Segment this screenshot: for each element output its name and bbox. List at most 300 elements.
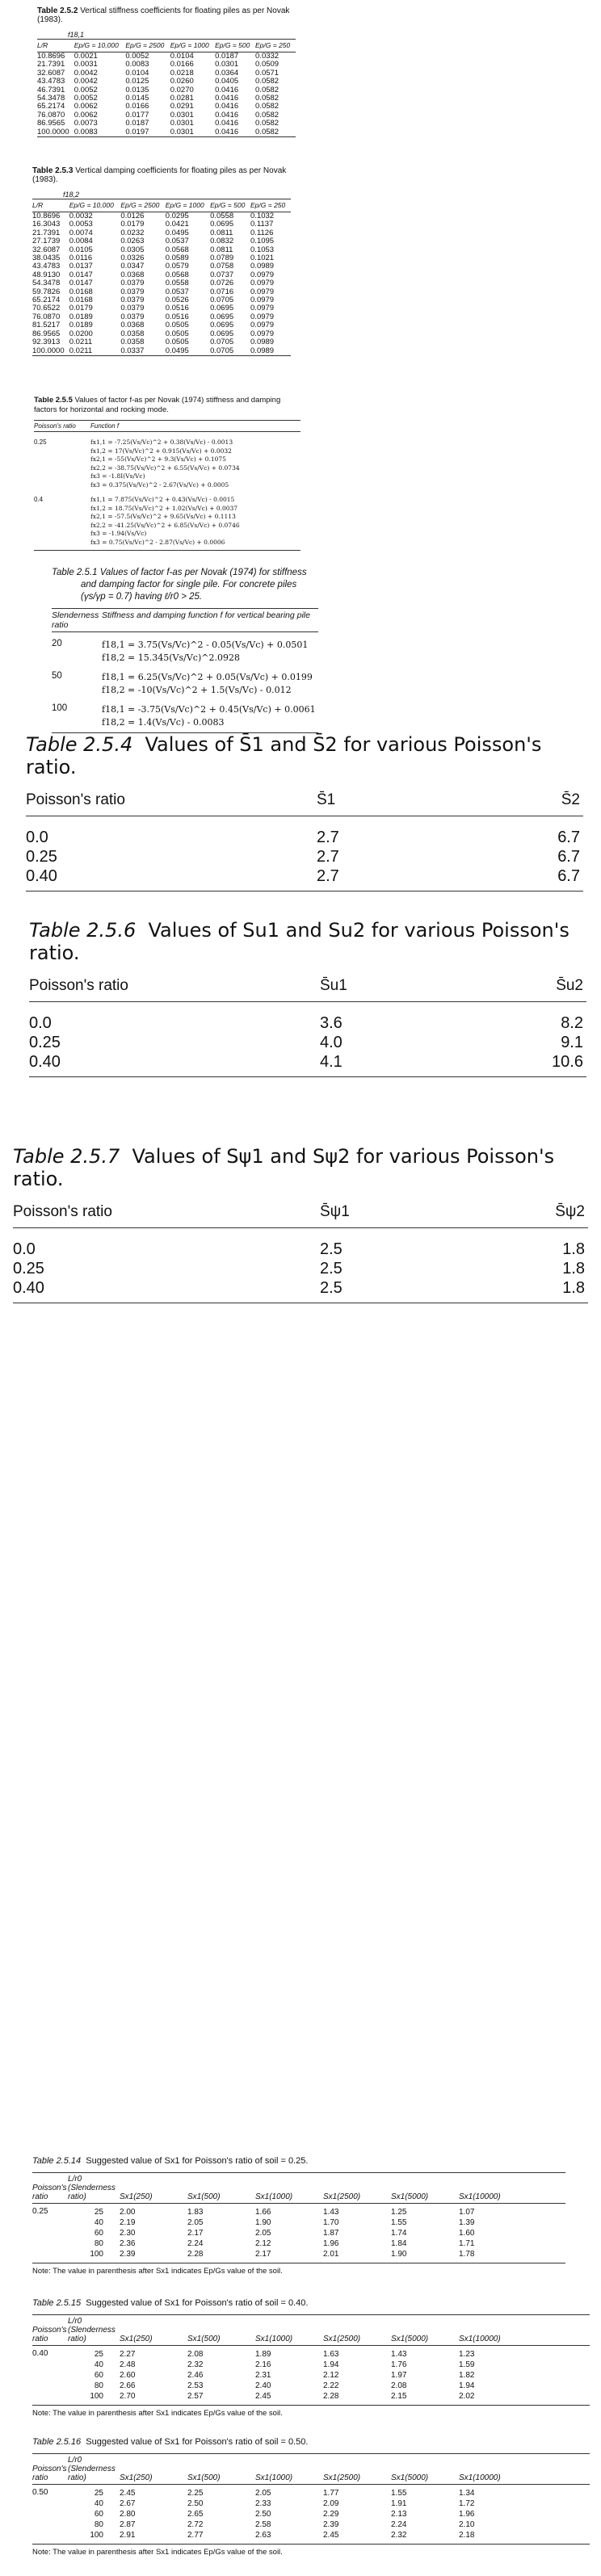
table-cell: 0.0189 — [69, 312, 93, 321]
table-cell: 0.0571 — [255, 68, 279, 78]
table-cell: 25 — [94, 2350, 103, 2359]
table-cell: 0.1137 — [250, 220, 274, 229]
table-row — [34, 438, 300, 489]
column-header: Sx1(10000) — [459, 2473, 501, 2482]
table-row — [68, 2498, 527, 2509]
equation: f18,1 = 6.25(Vs/Vc)^2 + 0.05(Vs/Vc) + 0.0199 — [102, 672, 313, 682]
table-cell: 0.0364 — [215, 68, 239, 78]
column-header: Sx1(5000) — [391, 2335, 429, 2343]
table-row — [52, 703, 318, 729]
table-cell: 0.0326 — [120, 254, 145, 263]
column-header: L/R — [37, 41, 48, 49]
column-header: L/r0 (Slenderness ratio) — [68, 2175, 116, 2201]
table-cell: 0.0218 — [170, 68, 194, 78]
table-cell: 0.0166 — [125, 102, 149, 111]
table-cell: 1.34 — [459, 2489, 475, 2498]
column-header: Sx1(1000) — [255, 2192, 293, 2201]
table-cell: 0.0568 — [165, 270, 189, 279]
table-cell: 60 — [94, 2371, 103, 2380]
table-cell: 1.63 — [323, 2350, 339, 2359]
table-cell: 92.3913 — [32, 338, 61, 347]
table-cell: 0.0979 — [250, 304, 275, 313]
table-cell: 0.0177 — [125, 110, 149, 120]
table-cell: 0.0582 — [255, 85, 279, 94]
table-cell: 2.28 — [187, 2250, 204, 2259]
equation: fx3 = 0.375(Vs/Vc)^2 - 2.67(Vs/Vc) + 0.0005 — [90, 480, 229, 489]
table-cell: 1.8 — [562, 1240, 585, 1258]
table-cell: 0.0179 — [120, 220, 145, 229]
column-header: L/R — [32, 201, 44, 209]
column-header: Sx1(500) — [187, 2335, 221, 2343]
row-label: 0.40 — [32, 2349, 48, 2358]
table-row — [26, 847, 583, 866]
table-cell: 0.0989 — [250, 338, 275, 347]
table-cell: 2.05 — [255, 2489, 271, 2498]
table-cell: 2.32 — [391, 2531, 407, 2540]
table-cell: 2.17 — [255, 2250, 271, 2259]
table-cell: 2.5 — [320, 1260, 343, 1278]
table-cell: 0.0582 — [255, 110, 279, 120]
table-cell: 32.6087 — [32, 245, 61, 254]
table-cell: 2.13 — [391, 2510, 407, 2519]
table-cell: 0.0042 — [74, 68, 98, 78]
table-cell: 2.91 — [120, 2531, 136, 2540]
table-cell: 59.7826 — [32, 287, 61, 296]
table-cell: 76.0870 — [37, 110, 65, 120]
table-cell: 2.15 — [391, 2392, 407, 2401]
table-cell: 0.0379 — [120, 287, 145, 296]
table-row — [68, 2360, 527, 2370]
equation: fx2,2 = -41.25(Vs/Vc)^2 + 6.85(Vs/Vc) + 0.0746 — [90, 521, 240, 529]
table-cell: 2.31 — [255, 2371, 271, 2380]
table-cell: 0.0305 — [120, 245, 145, 254]
table-cell: 1.8 — [562, 1260, 585, 1278]
table-caption: Table 2.5.14 Suggested value of Sx1 for Poisson's ratio of soil = 0.25. — [32, 2156, 309, 2166]
column-header: Sx1(2500) — [323, 2473, 361, 2482]
table-cell: 0.0568 — [165, 245, 189, 254]
table-cell: 2.60 — [120, 2371, 136, 2380]
table-cell: 65.2174 — [37, 102, 65, 111]
table-cell: 0.0104 — [170, 52, 194, 61]
table-cell: 0.40 — [13, 1279, 44, 1297]
table-cell: 100.0000 — [37, 127, 69, 136]
table-row — [29, 1013, 586, 1033]
table-cell: 2.08 — [391, 2381, 407, 2390]
table-cell: 0.0579 — [165, 262, 189, 271]
table-cell: 2.09 — [323, 2499, 339, 2508]
row-label: 100 — [52, 703, 68, 713]
column-header: Sx1(5000) — [391, 2192, 429, 2201]
column-header: Poisson's ratio — [32, 2326, 67, 2343]
table-cell: 1.59 — [459, 2360, 475, 2369]
table-cell: 0.0989 — [250, 346, 275, 355]
table-cell: 1.8 — [562, 1279, 585, 1297]
column-header: Ep/G = 250 — [255, 41, 291, 49]
column-header: S̄ψ1 — [320, 1203, 350, 1220]
table-cell: 80 — [94, 2239, 103, 2248]
column-header: Function f — [90, 422, 120, 430]
table-cell: 1.89 — [255, 2350, 271, 2359]
table-cell: 0.25 — [29, 1034, 61, 1051]
table-cell: 2.25 — [187, 2489, 204, 2498]
column-header: Stiffness and damping function f for vertical bearing pile — [102, 610, 310, 620]
table-cell: 0.0 — [13, 1240, 36, 1258]
table-cell: 3.6 — [320, 1014, 343, 1032]
table-cell: 21.7391 — [37, 60, 65, 69]
table-cell: 0.0166 — [170, 60, 194, 69]
table-row — [13, 1278, 588, 1298]
table-cell: 81.5217 — [32, 321, 61, 330]
table-cell: 1.55 — [391, 2218, 407, 2227]
table-cell: 0.0979 — [250, 287, 275, 296]
table-cell: 2.53 — [187, 2381, 204, 2390]
table-cell: 2.57 — [187, 2392, 204, 2401]
table-cell: 0.0758 — [210, 262, 234, 271]
column-header: Ep/G = 2500 — [120, 201, 160, 209]
column-header: Slenderness ratio — [52, 610, 99, 630]
table-cell: 40 — [94, 2360, 103, 2369]
table-row — [68, 2370, 527, 2381]
table-cell: 40 — [94, 2218, 103, 2227]
table-cell: 1.72 — [459, 2499, 475, 2508]
table-row — [32, 347, 291, 356]
table-caption: Table 2.5.2 Vertical stiffness coefficients for floating piles as per Novak (1983). — [37, 6, 290, 24]
table-cell: 0.0526 — [165, 296, 189, 305]
row-label: 50 — [52, 671, 62, 681]
table-cell: 0.0582 — [255, 102, 279, 111]
table-cell: 1.74 — [391, 2229, 407, 2238]
equation: fx2,1 = -57.5(Vs/Vc)^2 + 9.65(Vs/Vc) + 0.1113 — [90, 513, 236, 520]
column-header: S̄2 — [561, 791, 580, 808]
table-cell: 1.90 — [255, 2218, 271, 2227]
table-cell: 40 — [94, 2499, 103, 2508]
column-header: Ep/G = 500 — [210, 201, 246, 209]
table-cell: 100 — [90, 2250, 103, 2259]
column-header: Sx1(10000) — [459, 2192, 501, 2201]
table-cell: 2.77 — [187, 2531, 204, 2540]
table-cell: 0.0705 — [210, 296, 234, 305]
table-cell: 76.0870 — [32, 312, 61, 321]
table-cell: 0.0416 — [215, 127, 239, 136]
table-cell: 60 — [94, 2510, 103, 2519]
table-cell: 0.0295 — [165, 212, 189, 220]
table-cell: 0.0368 — [120, 270, 145, 279]
equation: f18,2 = 1.4(Vs/Vc) - 0.0083 — [102, 717, 225, 728]
table-cell: 0.0084 — [69, 237, 93, 246]
table-cell: 80 — [94, 2520, 103, 2529]
table-cell: 4.1 — [320, 1053, 343, 1071]
table-cell: 27.1739 — [32, 237, 61, 246]
table-cell: 1.76 — [391, 2360, 407, 2369]
table-cell: 0.0516 — [165, 312, 189, 321]
table-caption: Table 2.5.5 Values of factor f-as per Novak (1974) stiffness and damping factors for horizontal and rocking mode. — [34, 396, 281, 414]
table-cell: 10.8696 — [37, 52, 65, 61]
equation: fx1,2 = 18.75(Vs/Vc)^2 + 1.02(Vs/Vc) + 0.0037 — [90, 504, 238, 512]
table-cell: 0.0232 — [120, 228, 145, 237]
table-cell: 1.78 — [459, 2250, 475, 2259]
table-cell: 54.3478 — [37, 94, 65, 103]
equation: f18,2 = 15.345(Vs/Vc)^2.0928 — [102, 652, 240, 663]
table-row — [68, 2249, 527, 2259]
table-cell: 0.0052 — [74, 85, 98, 94]
table-cell: 0.0189 — [69, 321, 93, 330]
table-cell: 0.0053 — [69, 220, 93, 229]
table-2-5-5 — [34, 396, 300, 551]
table-cell: 2.18 — [459, 2531, 475, 2540]
column-header: Sx1(1000) — [255, 2473, 293, 2482]
table-2-5-6 — [29, 919, 586, 1077]
row-label: 20 — [52, 639, 62, 648]
table-cell: 0.0 — [29, 1014, 52, 1032]
table-cell: 0.0337 — [120, 346, 145, 355]
table-cell: 0.0105 — [69, 245, 93, 254]
table-row — [32, 338, 291, 346]
table-cell: 2.24 — [391, 2520, 407, 2529]
table-cell: 0.0147 — [69, 270, 93, 279]
table-cell: 0.0537 — [165, 287, 189, 296]
equation: f18,2 = -10(Vs/Vc)^2 + 1.5(Vs/Vc) - 0.012 — [102, 685, 292, 695]
table-cell: 0.0347 — [120, 262, 145, 271]
table-cell: 2.72 — [187, 2520, 204, 2529]
equation: f18,1 = 3.75(Vs/Vc)^2 - 0.05(Vs/Vc) + 0.0501 — [102, 640, 309, 650]
column-header: Ep/G = 250 — [250, 201, 286, 209]
column-header: Sx1(500) — [187, 2192, 221, 2201]
table-cell: 0.0179 — [69, 304, 93, 313]
table-cell: 10.8696 — [32, 212, 61, 220]
table-row — [68, 2349, 527, 2360]
table-cell: 60 — [94, 2229, 103, 2238]
table-cell: 1.87 — [323, 2229, 339, 2238]
table-cell: 0.0832 — [210, 237, 234, 246]
table-cell: 2.45 — [120, 2489, 136, 2498]
table-row — [13, 1240, 588, 1259]
table-cell: 0.0358 — [120, 338, 145, 347]
column-header: Sx1(250) — [120, 2473, 153, 2482]
table-cell: 0.0332 — [255, 52, 279, 61]
column-header: Poisson's ratio — [32, 2465, 67, 2482]
table-cell: 2.12 — [323, 2371, 339, 2380]
equation: fx1,2 = 17(Vs/Vc)^2 + 0.915(Vs/Vc) + 0.0032 — [90, 447, 232, 455]
equation: fx1,1 = 7.875(Vs/Vc)^2 + 0.43(Vs/Vc) - 0.0015 — [90, 496, 235, 503]
column-header: Sx1(250) — [120, 2192, 153, 2201]
table-cell: 0.0379 — [120, 296, 145, 305]
table-cell: 2.10 — [459, 2520, 475, 2529]
table-cell: 48.9130 — [32, 270, 61, 279]
table-cell: 0.0979 — [250, 279, 275, 288]
table-cell: 0.0979 — [250, 296, 275, 305]
table-caption: Table 2.5.6 Values of Su1 and Su2 for various Poisson's ratio. — [29, 919, 569, 964]
table-cell: 0.0416 — [215, 102, 239, 111]
column-header: S̄u1 — [320, 977, 347, 994]
table-cell: 0.0062 — [74, 110, 98, 120]
table-cell: 1.43 — [323, 2208, 339, 2217]
table-cell: 0.0104 — [125, 68, 149, 78]
table-cell: 0.0021 — [74, 52, 98, 61]
table-cell: 4.0 — [320, 1034, 343, 1051]
table-cell: 0.0291 — [170, 102, 194, 111]
table-cell: 0.0074 — [69, 228, 93, 237]
table-cell: 0.0379 — [120, 279, 145, 288]
table-cell: 0.0187 — [125, 119, 149, 128]
table-cell: 2.7 — [317, 848, 339, 866]
table-2-5-7 — [13, 1145, 588, 1303]
table-cell: 0.0358 — [120, 329, 145, 338]
table-cell: 0.0695 — [210, 304, 234, 313]
table-cell: 86.9565 — [37, 119, 65, 128]
table-cell: 2.05 — [255, 2229, 271, 2238]
table-cell: 0.0979 — [250, 270, 275, 279]
table-cell: 0.0789 — [210, 254, 234, 263]
table-cell: 0.0147 — [69, 279, 93, 288]
column-header: Ep/G = 10,000 — [69, 201, 114, 209]
table-cell: 10.6 — [552, 1053, 583, 1071]
table-cell: 0.0811 — [210, 228, 233, 237]
table-cell: 0.0168 — [69, 287, 93, 296]
table-cell: 0.0979 — [250, 312, 275, 321]
column-header: Sx1(500) — [187, 2473, 221, 2482]
table-cell: 1.23 — [459, 2350, 475, 2359]
table-cell: 1.66 — [255, 2208, 271, 2217]
table-cell: 0.0505 — [165, 321, 189, 330]
table-cell: 2.45 — [323, 2531, 339, 2540]
table-row — [68, 2381, 527, 2391]
table-cell: 25 — [94, 2489, 103, 2498]
table-cell: 2.66 — [120, 2381, 136, 2390]
table-cell: 0.25 — [13, 1260, 44, 1278]
table-cell: 25 — [94, 2208, 103, 2217]
table-cell: 0.0301 — [170, 127, 194, 136]
table-2-5-2 — [37, 6, 296, 137]
table-cell: 0.0211 — [69, 346, 93, 355]
table-cell: 1.25 — [391, 2208, 407, 2217]
column-header: L/r0 (Slenderness ratio) — [68, 2317, 116, 2343]
table-cell: 0.0083 — [74, 127, 98, 136]
column-header: Poisson's ratio — [26, 791, 125, 808]
table-cell: 2.12 — [255, 2239, 271, 2248]
table-cell: 86.9565 — [32, 329, 61, 338]
table-2-5-1 — [52, 567, 318, 733]
table-cell: 0.0495 — [165, 346, 189, 355]
table-cell: 0.1095 — [250, 237, 275, 246]
table-cell: 0.1032 — [250, 212, 275, 220]
table-note: Note: The value in parenthesis after Sx1 indicates Ep/Gs value of the soil. — [32, 2267, 283, 2276]
column-header: L/r0 (Slenderness ratio) — [68, 2456, 116, 2482]
table-cell: 0.0379 — [120, 304, 145, 313]
table-cell: 0.0416 — [215, 85, 239, 94]
table-cell: 38.0435 — [32, 254, 61, 263]
table-cell: 2.01 — [323, 2250, 339, 2259]
table-cell: 6.7 — [557, 829, 580, 846]
table-row — [68, 2238, 527, 2249]
column-header: Ep/G = 1000 — [165, 201, 204, 209]
column-header: Sx1(2500) — [323, 2192, 361, 2201]
table-cell: 0.0301 — [215, 60, 239, 69]
table-cell: 0.0368 — [120, 321, 145, 330]
column-header: Sx1(250) — [120, 2335, 153, 2343]
table-cell: 0.0582 — [255, 127, 279, 136]
column-header: S̄ψ2 — [555, 1203, 585, 1220]
table-row — [68, 2530, 527, 2540]
column-header: Sx1(5000) — [391, 2473, 429, 2482]
table-row — [68, 2217, 527, 2228]
table-caption: Table 2.5.1 Values of factor f-as per Novak (1974) for stiffness and damping factor for single pile. For concrete piles (γs/γp = 0.7) having ℓ/r0 > 25. — [52, 568, 307, 602]
table-row — [52, 639, 318, 665]
table-cell: 0.0695 — [210, 312, 234, 321]
table-cell: 2.33 — [255, 2499, 271, 2508]
table-cell: 0.0811 — [210, 245, 233, 254]
table-cell: 0.0726 — [210, 279, 234, 288]
table-cell: 2.28 — [323, 2392, 339, 2401]
table-cell: 0.0270 — [170, 85, 194, 94]
table-cell: 2.30 — [120, 2229, 136, 2238]
table-cell: 0.0137 — [69, 262, 93, 271]
column-header: Ep/G = 10,000 — [74, 41, 119, 49]
column-header: Sx1(2500) — [323, 2335, 361, 2343]
table-cell: 0.0042 — [74, 77, 98, 86]
table-cell: 2.7 — [317, 867, 339, 885]
table-cell: 2.27 — [120, 2350, 136, 2359]
table-cell: 0.0 — [26, 829, 48, 846]
table-cell: 0.0187 — [215, 52, 239, 61]
table-cell: 2.7 — [317, 829, 339, 846]
table-cell: 16.3043 — [32, 220, 61, 229]
table-cell: 100.0000 — [32, 346, 65, 355]
table-cell: 2.40 — [255, 2381, 271, 2390]
table-cell: 0.0695 — [210, 329, 234, 338]
table-cell: 0.0145 — [125, 94, 149, 103]
equation: f18,1 = -3.75(Vs/Vc)^2 + 0.45(Vs/Vc) + 0.0061 — [102, 704, 316, 715]
table-cell: 0.0126 — [120, 212, 145, 220]
table-cell: 0.0505 — [165, 329, 189, 338]
table-cell: 2.80 — [120, 2510, 136, 2519]
table-cell: 2.67 — [120, 2499, 136, 2508]
equation: fx3 = 0.75(Vs/Vc)^2 - 2.87(Vs/Vc) + 0.0006 — [90, 538, 225, 546]
table-cell: 0.1126 — [250, 228, 274, 237]
table-cell: 0.0558 — [165, 279, 189, 288]
table-cell: 0.0301 — [170, 119, 194, 128]
table-2-5-16 — [32, 2437, 590, 2557]
table-cell: 0.0125 — [125, 77, 149, 86]
column-header: S̄1 — [317, 791, 336, 808]
table-cell: 2.58 — [255, 2520, 271, 2529]
table-note: Note: The value in parenthesis after Sx1 indicates Ep/Gs value of the soil. — [32, 2409, 283, 2418]
column-header: Sx1(1000) — [255, 2335, 293, 2343]
table-row — [68, 2391, 527, 2402]
table-cell: 1.94 — [459, 2381, 475, 2390]
table-cell: 2.39 — [120, 2250, 136, 2259]
table-cell: 2.00 — [120, 2208, 136, 2217]
table-cell: 2.22 — [323, 2381, 339, 2390]
table-2-5-15 — [32, 2298, 590, 2418]
table-cell: 0.0516 — [165, 304, 189, 313]
table-cell: 2.02 — [459, 2392, 475, 2401]
table-cell: 0.0073 — [74, 119, 98, 128]
table-cell: 2.05 — [187, 2218, 204, 2227]
table-row — [13, 1259, 588, 1278]
table-cell: 32.6087 — [37, 68, 65, 78]
table-cell: 0.0260 — [170, 77, 194, 86]
table-row — [68, 2509, 527, 2519]
table-cell: 0.1021 — [250, 254, 275, 263]
table-cell: 1.07 — [459, 2208, 475, 2217]
table-cell: 2.36 — [120, 2239, 136, 2248]
table-cell: 1.91 — [391, 2499, 407, 2508]
group-header: f18,2 — [63, 191, 80, 199]
table-cell: 1.96 — [323, 2239, 339, 2248]
table-row — [68, 2519, 527, 2530]
table-cell: 1.94 — [323, 2360, 339, 2369]
table-cell: 1.90 — [391, 2250, 407, 2259]
